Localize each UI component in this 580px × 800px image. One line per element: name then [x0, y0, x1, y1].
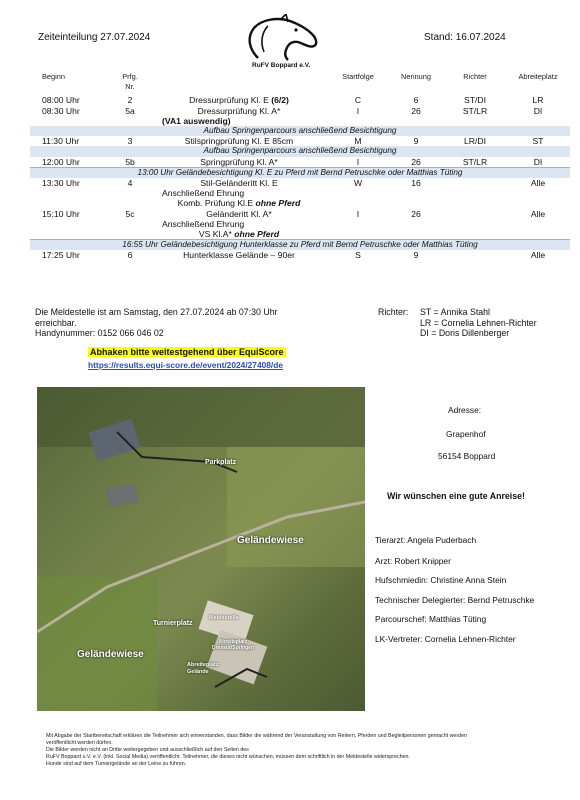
note-row — [30, 167, 570, 178]
note-text: 13:00 Uhr Geländebesichtigung Kl. E zu Pferd mit Bernd Petruschke oder Matthias Tüting — [30, 167, 570, 178]
row-time: 11:30 Uhr — [42, 136, 80, 147]
footer-line: Die Bilder werden nicht an Dritte weitergegeben und ausschließlich auf den Seiten des — [46, 747, 249, 753]
col-title — [150, 72, 328, 95]
row-title — [150, 95, 328, 105]
table-row — [30, 157, 570, 168]
row-title-bold: ohne Pferd — [234, 229, 280, 240]
table-row — [30, 209, 570, 219]
map-label-line: Gelände — [187, 668, 209, 675]
equiscore-link-wrap — [88, 355, 283, 373]
map-label-line: Dressur/Springen — [212, 645, 254, 651]
footer-line: Hunde sind auf dem Turniergelände an der Leine zu führen. — [46, 761, 187, 767]
note-row — [30, 240, 570, 251]
richter-label: Richter: — [378, 307, 409, 317]
col-nennung: Nennung — [401, 72, 431, 81]
row-abreiteplatz: ST — [532, 136, 544, 147]
table-row — [30, 178, 570, 188]
row-time: 08:00 Uhr — [42, 95, 80, 106]
richter-st: ST = Annika Stahl — [420, 307, 491, 317]
row-nennung: 9 — [413, 250, 419, 261]
row-startfolge: M — [354, 136, 362, 147]
staff-parcourschef: Parcourschef: Matthias Tüting — [375, 614, 487, 624]
farewell-message: Wir wünschen eine gute Anreise! — [387, 491, 525, 501]
phone-number: Handynummer: 0152 066 046 02 — [35, 328, 164, 339]
note-text: 16:55 Uhr Geländebesichtigung Hunterklasse zu Pferd mit Bernd Petruschke oder Matthias Tüting — [30, 240, 570, 251]
map-label-abreite-gelaende — [187, 662, 218, 675]
col-beginn: Beginn — [42, 72, 66, 81]
info-line: Die Meldestelle ist am Samstag, den 27.07.2024 ab 07:30 Uhr — [35, 307, 278, 317]
staff-hufschmied: Hufschmiedin: Christine Anna Stein — [375, 575, 507, 585]
row-startfolge: I — [356, 208, 360, 219]
row-abreiteplatz: LR — [532, 95, 544, 106]
note-row — [30, 126, 570, 136]
col-nr-label: Nr. — [125, 82, 135, 92]
row-time: 17:25 Uhr — [42, 250, 80, 261]
table-row — [30, 116, 570, 126]
map-label-gelaendewiese: Geländewiese — [237, 535, 304, 546]
row-time: 15:10 Uhr — [42, 208, 80, 219]
row-title: Dressurprüfung Kl. A* — [197, 105, 281, 116]
col-abreiteplatz: Abreiteplatz — [518, 72, 558, 81]
row-startfolge: I — [356, 156, 360, 167]
logo-text: RuFV Boppard e.V. — [252, 62, 311, 69]
row-title-sub: (VA1 auswendig) — [162, 115, 231, 126]
footer-disclaimer — [46, 733, 546, 768]
table-row — [30, 188, 570, 198]
footer-line: RuFV Boppard u.V. e.V. (inkl. Social Media) veröffentlicht. Teilnehmer, die dieses nicht wünschen, müssen dem schriftlich in der Meldestelle widersprechen. — [46, 754, 410, 760]
map-label-parkplatz: Parkplatz — [205, 459, 237, 466]
richter-legend — [420, 307, 537, 339]
club-logo — [228, 14, 324, 72]
map-label-abreite-dressur — [212, 639, 254, 651]
row-title: Stil-Geländeritt Kl. E — [200, 178, 278, 189]
table-header — [30, 72, 570, 95]
row-nennung: 9 — [413, 136, 419, 147]
row-title-sub: Anschließend Ehrung — [162, 188, 245, 199]
status-date: Stand: 16.07.2024 — [424, 32, 506, 43]
col-prfg-label: Prfg. — [122, 72, 138, 81]
row-title — [150, 229, 328, 240]
richter-di: DI = Doris Dillenberger — [420, 328, 510, 339]
row-title — [150, 198, 328, 208]
row-nennung: 16 — [411, 178, 421, 189]
aerial-map — [37, 387, 365, 711]
table-row — [30, 229, 570, 240]
row-title-text: Komb. Prüfung Kl.E — [177, 198, 256, 209]
row-title-text: Dressurprüfung Kl. E — [189, 95, 272, 106]
meldestelle-info — [35, 307, 365, 339]
map-route-line — [117, 432, 237, 472]
row-title: Hunterklasse Gelände – 90er — [183, 250, 295, 261]
map-route-line — [215, 669, 267, 687]
table-row — [30, 95, 570, 105]
col-startfolge: Startfolge — [342, 72, 374, 81]
row-time: 13:30 Uhr — [42, 178, 80, 189]
row-nr: 3 — [127, 136, 133, 147]
address-label: Adresse: — [448, 405, 482, 415]
footer-line: veröffentlicht werden dürfen. — [46, 740, 113, 746]
row-nennung: 26 — [411, 105, 421, 116]
note-text: Aufbau Springenparcours anschließend Besichtigung — [30, 146, 570, 156]
row-nr: 2 — [127, 95, 133, 106]
staff-delegierter: Technischer Delegierter: Bernd Petruschke — [375, 595, 535, 605]
row-title-sub: Geländeritt Kl. A* — [206, 208, 272, 219]
note-text: Aufbau Springenparcours anschließend Besichtigung — [30, 126, 570, 136]
address-city: 56154 Boppard — [438, 451, 496, 461]
row-time: 08:30 Uhr — [42, 105, 80, 116]
row-abreiteplatz: DI — [533, 156, 543, 167]
row-richter: ST/DI — [464, 95, 486, 106]
map-label-line: Abreiteplatz — [187, 662, 219, 668]
equiscore-note: Abhaken bitte weitestgehend über EquiScore — [90, 347, 284, 357]
table-row — [30, 136, 570, 146]
row-nennung: 26 — [411, 156, 421, 167]
row-time: 12:00 Uhr — [42, 156, 80, 167]
row-startfolge: I — [356, 105, 360, 116]
staff-tierarzt: Tierarzt: Angela Puderbach — [375, 535, 477, 545]
col-prfg — [110, 72, 150, 95]
table-row — [30, 198, 570, 208]
row-nr: 5b — [125, 156, 135, 167]
row-title: Stilspringprüfung Kl. E 85cm — [184, 136, 294, 147]
table-row — [30, 219, 570, 229]
row-startfolge: S — [355, 250, 361, 261]
row-title-sub: Anschließend Ehrung — [162, 218, 245, 229]
row-richter: LR/DI — [464, 136, 486, 147]
row-nr: 5c — [125, 208, 135, 219]
row-title: Springprüfung Kl. A* — [200, 156, 278, 167]
map-road — [37, 502, 365, 632]
table-row — [30, 106, 570, 116]
row-richter: ST/LR — [462, 156, 488, 167]
row-title-text: VS Kl.A* — [198, 229, 235, 240]
row-startfolge: C — [354, 95, 362, 106]
footer-line: Mit Abgabe der Startbereitschaft erklären die Teilnehmer sich einverstanden, dass Bilder die während der Veranstaltung von Reitern, Pferden und Begleitpersonen gemacht werden — [46, 733, 467, 739]
address-name: Grapenhof — [446, 429, 486, 439]
staff-lk-vertreter: LK-Vertreter: Cornelia Lehnen-Richter — [375, 634, 516, 644]
map-label-gelaendewiese: Geländewiese — [77, 649, 144, 660]
note-row — [30, 146, 570, 156]
richter-lr: LR = Cornelia Lehnen-Richter — [420, 317, 537, 328]
info-line: erreichbar. — [35, 317, 77, 328]
row-nr: 4 — [127, 178, 133, 189]
row-abreiteplatz: Alle — [530, 250, 546, 261]
row-startfolge: W — [353, 178, 363, 189]
map-label-line: Abreiteplatz — [218, 639, 248, 645]
horse-head-icon — [228, 14, 324, 62]
map-label-turnierplatz: Turnierplatz — [153, 620, 193, 627]
row-nr: 6 — [127, 250, 133, 261]
staff-arzt: Arzt: Robert Knipper — [375, 556, 451, 566]
row-nr: 5a — [125, 105, 135, 116]
equiscore-link[interactable]: https://results.equi-score.de/event/2024/27408/de — [88, 360, 284, 370]
map-label-meldestelle: Meldestelle — [209, 615, 239, 621]
row-title-bold: (6/2) — [271, 95, 289, 106]
table-row — [30, 250, 570, 260]
row-nennung: 6 — [413, 95, 419, 106]
row-nennung: 26 — [411, 208, 421, 219]
row-title-bold: ohne Pferd — [255, 198, 301, 209]
schedule-table — [30, 72, 570, 261]
row-abreiteplatz: Alle — [530, 178, 546, 189]
col-richter: Richter — [463, 72, 487, 81]
row-abreiteplatz: DI — [533, 105, 543, 116]
row-richter: ST/LR — [462, 105, 488, 116]
row-abreiteplatz: Alle — [530, 208, 546, 219]
schedule-date: Zeiteinteilung 27.07.2024 — [38, 32, 151, 43]
